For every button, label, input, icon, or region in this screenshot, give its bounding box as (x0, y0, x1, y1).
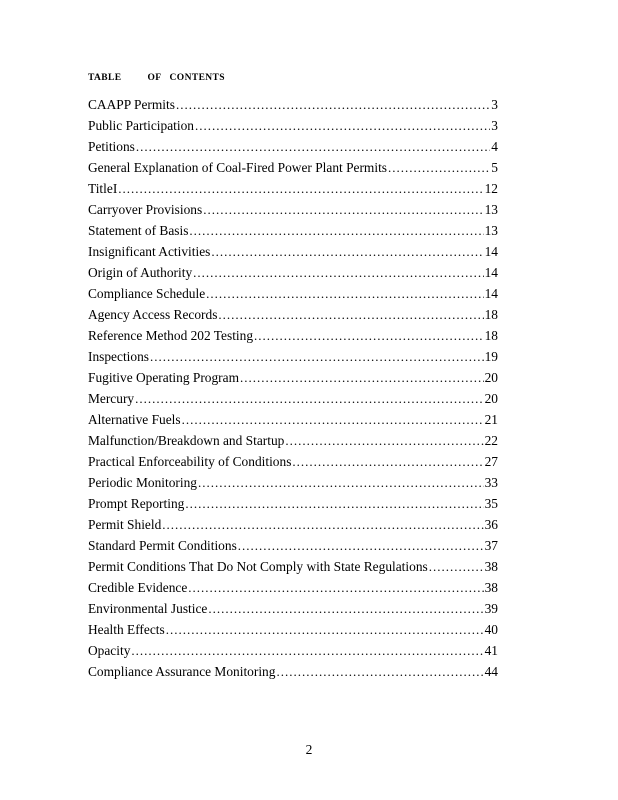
toc-entry-leader-dots (182, 409, 484, 430)
toc-entry-title: Prompt Reporting (88, 496, 185, 511)
toc-entry-leader-dots (429, 556, 484, 577)
toc-entry-title: Standard Permit Conditions (88, 538, 237, 553)
toc-entry-leader-dots (189, 220, 483, 241)
toc-entry[interactable] (88, 577, 498, 598)
toc-entry-title: Health Effects (88, 622, 165, 637)
toc-entry-page-number: 39 (484, 601, 498, 616)
toc-entry-title: Malfunction/Breakdown and Startup (88, 433, 285, 448)
toc-entry-page-number: 4 (491, 139, 498, 154)
toc-entry-page-number: 38 (484, 559, 498, 574)
toc-entry-page-number: 38 (484, 580, 498, 595)
toc-entry-title: Practical Enforceability of Conditions (88, 454, 292, 469)
toc-entry-leader-dots (193, 262, 483, 283)
toc-entry[interactable] (88, 514, 498, 535)
toc-entry-leader-dots (388, 157, 490, 178)
toc-entry-page-number: 22 (484, 433, 498, 448)
toc-entry-page-number: 41 (484, 643, 498, 658)
toc-entry-leader-dots (150, 346, 484, 367)
toc-entry-leader-dots (188, 577, 483, 598)
toc-entry-page-number: 13 (484, 202, 498, 217)
toc-entry-title: Periodic Monitoring (88, 475, 197, 490)
toc-entry[interactable] (88, 94, 498, 115)
toc-entry[interactable] (88, 220, 498, 241)
toc-entry[interactable] (88, 388, 498, 409)
toc-entry-leader-dots (162, 514, 483, 535)
toc-entry[interactable] (88, 493, 498, 514)
toc-entry-leader-dots (203, 199, 483, 220)
toc-entry-leader-dots (276, 661, 483, 682)
toc-entry-leader-dots (238, 535, 484, 556)
toc-entry[interactable] (88, 409, 498, 430)
toc-entry-page-number: 18 (484, 328, 498, 343)
toc-heading-word: CONTENTS (169, 73, 225, 83)
toc-entry[interactable] (88, 598, 498, 619)
toc-entry[interactable] (88, 199, 498, 220)
toc-entry-title: Environmental Justice (88, 601, 208, 616)
toc-entry-title: Petitions (88, 139, 135, 154)
toc-entry[interactable] (88, 430, 498, 451)
toc-entry-leader-dots (208, 598, 483, 619)
toc-entry-leader-dots (285, 430, 483, 451)
toc-entry-title: General Explanation of Coal-Fired Power Plant Permits (88, 160, 387, 175)
toc-entry-title: Opacity (88, 643, 131, 658)
toc-entry-leader-dots (195, 115, 490, 136)
toc-entry-title: Inspections (88, 349, 149, 364)
toc-entry-title: Compliance Schedule (88, 286, 206, 301)
toc-entry-title: Carryover Provisions (88, 202, 203, 217)
toc-entry-page-number: 36 (484, 517, 498, 532)
toc-entry[interactable] (88, 451, 498, 472)
toc-entry-title: Permit Conditions That Do Not Comply with State Regulations (88, 559, 428, 574)
toc-entry-title: Compliance Assurance Monitoring (88, 664, 276, 679)
toc-entry[interactable] (88, 367, 498, 388)
toc-entry-leader-dots (292, 451, 483, 472)
toc-entry-title: Credible Evidence (88, 580, 188, 595)
toc-entry-page-number: 20 (484, 370, 498, 385)
toc-entry[interactable] (88, 661, 498, 682)
toc-entry[interactable] (88, 304, 498, 325)
toc-content (88, 72, 498, 682)
toc-entry-page-number: 21 (484, 412, 498, 427)
toc-entry-leader-dots (118, 178, 483, 199)
toc-entry-page-number: 19 (484, 349, 498, 364)
toc-entry-page-number: 27 (484, 454, 498, 469)
page-footer (0, 742, 618, 758)
toc-entry-leader-dots (131, 640, 483, 661)
toc-entry-title: Permit Shield (88, 517, 162, 532)
toc-entry-page-number: 14 (484, 265, 498, 280)
toc-entry-page-number: 35 (484, 496, 498, 511)
toc-entry-list (88, 94, 498, 682)
toc-entry-page-number: 5 (491, 160, 498, 175)
toc-entry-page-number: 3 (491, 97, 498, 112)
toc-entry-leader-dots (240, 367, 484, 388)
toc-entry-page-number: 40 (484, 622, 498, 637)
toc-entry[interactable] (88, 640, 498, 661)
toc-entry-leader-dots (135, 388, 484, 409)
toc-entry[interactable] (88, 619, 498, 640)
toc-entry-page-number: 3 (491, 118, 498, 133)
toc-entry[interactable] (88, 535, 498, 556)
toc-entry[interactable] (88, 556, 498, 577)
toc-entry-title: Mercury (88, 391, 135, 406)
toc-heading (88, 72, 498, 84)
toc-entry-page-number: 18 (484, 307, 498, 322)
toc-heading-word: TABLE (88, 73, 122, 83)
toc-entry[interactable] (88, 115, 498, 136)
toc-entry[interactable] (88, 472, 498, 493)
toc-entry-leader-dots (176, 94, 490, 115)
toc-entry-page-number: 14 (484, 286, 498, 301)
toc-heading-word: OF (147, 73, 162, 83)
toc-entry-leader-dots (166, 619, 484, 640)
toc-entry-leader-dots (136, 136, 490, 157)
toc-entry[interactable] (88, 325, 498, 346)
toc-entry-title: Reference Method 202 Testing (88, 328, 254, 343)
toc-entry-title: TitleI (88, 181, 118, 196)
toc-entry[interactable] (88, 241, 498, 262)
toc-entry-page-number: 44 (484, 664, 498, 679)
toc-entry[interactable] (88, 346, 498, 367)
page-number: 2 (305, 742, 313, 757)
toc-entry-title: Public Participation (88, 118, 194, 133)
toc-entry-title: Alternative Fuels (88, 412, 181, 427)
toc-entry[interactable] (88, 136, 498, 157)
toc-entry-leader-dots (206, 283, 483, 304)
toc-entry[interactable] (88, 262, 498, 283)
toc-entry-page-number: 37 (484, 538, 498, 553)
toc-entry-page-number: 20 (484, 391, 498, 406)
toc-entry-leader-dots (218, 304, 483, 325)
toc-entry[interactable] (88, 157, 498, 178)
toc-entry-title: Agency Access Records (88, 307, 218, 322)
toc-entry-title: Statement of Basis (88, 223, 189, 238)
toc-entry-page-number: 13 (484, 223, 498, 238)
toc-entry[interactable] (88, 178, 498, 199)
toc-entry-leader-dots (185, 493, 483, 514)
toc-entry-leader-dots (198, 472, 484, 493)
toc-entry-title: CAAPP Permits (88, 97, 175, 112)
toc-entry-leader-dots (211, 241, 483, 262)
toc-entry-leader-dots (254, 325, 484, 346)
toc-entry[interactable] (88, 283, 498, 304)
toc-entry-page-number: 14 (484, 244, 498, 259)
toc-entry-page-number: 33 (484, 475, 498, 490)
toc-entry-title: Origin of Authority (88, 265, 193, 280)
toc-entry-title: Insignificant Activities (88, 244, 211, 259)
toc-entry-page-number: 12 (484, 181, 498, 196)
toc-entry-title: Fugitive Operating Program (88, 370, 239, 385)
